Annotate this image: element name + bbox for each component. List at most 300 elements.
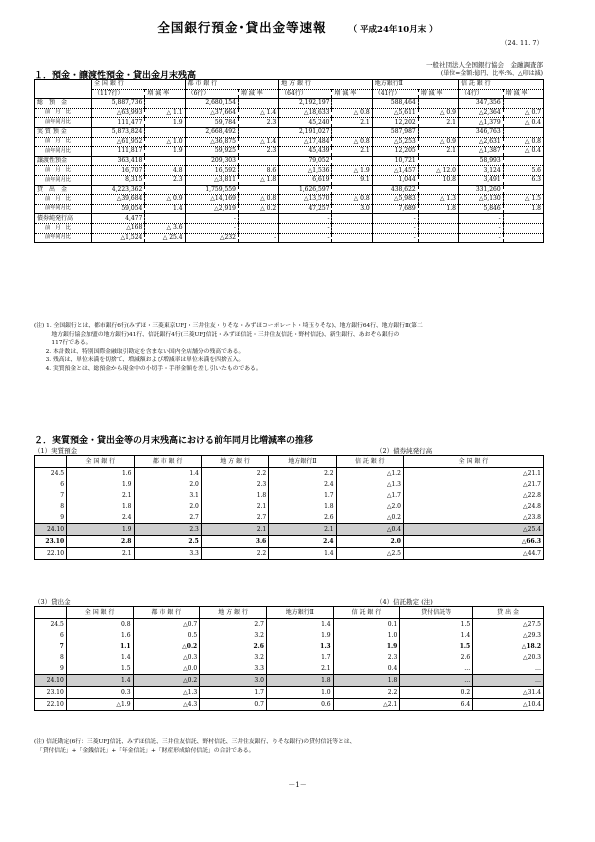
amount-cell: △2,364 [458, 108, 503, 118]
rate-cell [145, 127, 185, 137]
table-row [35, 490, 544, 501]
table-row [35, 223, 544, 233]
value-cell: 2.8 [67, 536, 134, 548]
value-cell: △0.2 [133, 675, 200, 687]
rate-cell: 6.3 [503, 175, 543, 185]
column-header: 地方銀行Ⅱ [269, 456, 336, 468]
value-cell: 2.4 [269, 536, 336, 548]
rate-cell: 2.1 [418, 118, 458, 128]
value-cell: 1.9 [333, 641, 400, 652]
rate-cell: △ 1.5 [503, 195, 543, 205]
section2-footnote [34, 738, 355, 755]
value-cell: 1.4 [134, 468, 201, 480]
table-row [35, 512, 544, 524]
amount-cell: 59,054 [92, 204, 145, 214]
amount-cell: 12,205 [372, 147, 418, 157]
rate-cell [145, 156, 185, 166]
rate-cell [503, 185, 543, 195]
column-header: 地 方 銀 行 [200, 607, 267, 619]
rate-cell: 5.6 [503, 166, 543, 176]
unit-note: (単位=金額:億円、比率:%、△印は減) [440, 70, 543, 77]
value-cell: △2.0 [336, 501, 403, 512]
rate-cell [238, 127, 278, 137]
amount-cell: 1,044 [372, 175, 418, 185]
corner-cell [35, 80, 92, 99]
amount-cell: 209,303 [185, 156, 238, 166]
value-cell: △0.0 [133, 663, 200, 675]
section1-notes [34, 322, 544, 374]
note-line: 地方銀行協会加盟の地方銀行)41行、信託銀行4行(三菱UFJ信託・みずほ信託・三井住友信託・野村信託)、新生銀行、あおぞら銀行の [34, 331, 400, 338]
value-cell: 0.7 [200, 699, 267, 711]
rate-cell: △ 0.8 [238, 195, 278, 205]
amount-cell: 47,257 [279, 204, 332, 214]
rate-cell: 1.8 [418, 204, 458, 214]
rate-cell [145, 185, 185, 195]
table-row [35, 166, 544, 176]
row-label: 前年同月比 [35, 175, 92, 185]
group-header: 全 国 銀 行 [92, 80, 186, 90]
rate-cell: 2.1 [418, 147, 458, 157]
rate-cell: △ 0.9 [145, 195, 185, 205]
row-label: 債券純発行高 [35, 214, 92, 224]
amount-cell: 59,925 [185, 147, 238, 157]
value-cell: 2.1 [67, 490, 134, 501]
value-cell: 1.8 [266, 675, 333, 687]
rate-cell [503, 223, 543, 233]
value-cell: 1.8 [269, 501, 336, 512]
value-cell: 2.0 [336, 536, 403, 548]
rate-cell [503, 156, 543, 166]
amount-cell: 6,619 [279, 175, 332, 185]
amount-cell: 3,124 [458, 166, 503, 176]
table-row [35, 619, 544, 631]
period-cell: 22.10 [35, 699, 67, 711]
value-cell: 1.5 [66, 663, 133, 675]
rate-cell [418, 156, 458, 166]
value-cell: △0.4 [336, 524, 403, 536]
amount-cell: 59,784 [185, 118, 238, 128]
value-cell: △2.5 [336, 548, 403, 560]
value-cell: 2.2 [333, 687, 400, 699]
rate-cell: 8.6 [238, 166, 278, 176]
rate-cell [332, 214, 372, 224]
period-cell: 7 [59, 642, 64, 650]
value-cell: 1.4 [66, 652, 133, 663]
rate-cell [503, 233, 543, 243]
amount-cell: - [185, 223, 238, 233]
period-cell: 8 [59, 653, 64, 661]
corner-cell [35, 456, 67, 468]
amount-cell: △5,253 [372, 137, 418, 147]
rate-cell [418, 99, 458, 109]
rate-header: 増 減 率 [238, 89, 278, 99]
rate-header: 増 減 率 [418, 89, 458, 99]
column-header: 都 市 銀 行 [134, 456, 201, 468]
balance-table [34, 79, 544, 243]
rate-cell: △ 25.4 [145, 233, 185, 243]
rate-cell [145, 214, 185, 224]
rate-cell: 9.1 [332, 175, 372, 185]
row-label: 前年同月比 [35, 118, 92, 128]
amount-cell: △5,130 [458, 195, 503, 205]
period-cell: 24.5 [50, 469, 65, 477]
rate-cell: 2.1 [332, 118, 372, 128]
rate-cell [332, 99, 372, 109]
value-cell: 1.6 [66, 630, 133, 641]
amount-cell: 58,993 [458, 156, 503, 166]
table-row [35, 137, 544, 147]
value-cell: 3.1 [134, 490, 201, 501]
table-row [35, 641, 544, 652]
period-cell: 22.10 [35, 548, 67, 560]
value-cell: 1.0 [333, 630, 400, 641]
value-cell: 1.9 [67, 479, 134, 490]
value-cell: △1.9 [66, 699, 133, 711]
rate-cell: △ 1.9 [332, 166, 372, 176]
rate-cell [503, 99, 543, 109]
amount-cell: - [372, 214, 418, 224]
rate-cell [332, 156, 372, 166]
row-label: 前 月 比 [35, 166, 92, 176]
rate-header: 増 減 率 [145, 89, 185, 99]
rate-cell: 1.8 [503, 204, 543, 214]
rate-cell [238, 185, 278, 195]
value-cell: △10.4 [473, 699, 544, 711]
value-cell: △66.3 [404, 536, 544, 548]
value-cell: 2.1 [201, 524, 268, 536]
amount-cell: 346,763 [458, 127, 503, 137]
table-row [35, 214, 544, 224]
row-label: 前年同月比 [35, 147, 92, 157]
period-cell: 24.5 [50, 620, 64, 628]
amount-cell: △2,631 [458, 137, 503, 147]
trend-table-loans [34, 606, 544, 711]
column-header: 全 国 銀 行 [66, 607, 133, 619]
rate-cell: △ 0.9 [418, 137, 458, 147]
amount-cell: △37,664 [185, 108, 238, 118]
row-label: 前 月 比 [35, 137, 92, 147]
value-cell: △44.7 [404, 548, 544, 560]
table-row [35, 204, 544, 214]
rate-cell: △ 0.4 [503, 147, 543, 157]
table-row [35, 536, 544, 548]
rate-cell: △ 12.0 [418, 166, 458, 176]
subsection-title: （1）実質預金 [34, 447, 78, 455]
table-row [35, 195, 544, 205]
amount-cell: 2,192,197 [279, 99, 332, 109]
amount-cell: 3,491 [458, 175, 503, 185]
value-cell: 2.4 [269, 479, 336, 490]
value-cell: 1.5 [400, 641, 473, 652]
value-cell: 2.0 [134, 501, 201, 512]
count-header: （41行） [372, 89, 418, 99]
note-line: 3. 残高は、単位未満を切捨て、増減額および増減率は単位未満を四捨五入。 [34, 357, 245, 364]
value-cell: … [473, 675, 544, 687]
rate-cell [332, 223, 372, 233]
value-cell: 1.8 [333, 675, 400, 687]
value-cell: 3.6 [201, 536, 268, 548]
title-period: （ 平成24年10月末 ） [348, 25, 438, 35]
column-header: 地 方 銀 行 [201, 456, 268, 468]
amount-cell: 111,817 [92, 147, 145, 157]
section1-title: １．預金・譲渡性預金・貸出金月末残高 [34, 71, 197, 81]
value-cell: 0.6 [266, 699, 333, 711]
rate-cell [418, 223, 458, 233]
amount-cell: 16,592 [185, 166, 238, 176]
value-cell: 2.1 [266, 663, 333, 675]
table-row [35, 699, 544, 711]
column-header: 貸 出 金 [473, 607, 544, 619]
value-cell: 1.4 [400, 630, 473, 641]
amount-cell: 2,191,027 [279, 127, 332, 137]
amount-cell: - [458, 223, 503, 233]
note-line: (注) 1. 全国銀行とは、都市銀行6行(みずほ・三菱東京UFJ・三井住友・りそな・みずほコーポレート・埼玉りそな)、地方銀行64行、地方銀行Ⅱ(第二 [34, 323, 423, 329]
amount-cell: 1,759,559 [185, 185, 238, 195]
rate-cell: 10.8 [418, 175, 458, 185]
amount-cell: 1,626,597 [279, 185, 332, 195]
count-header: （6行） [185, 89, 238, 99]
amount-cell: 363,418 [92, 156, 145, 166]
rate-cell: 2.1 [332, 147, 372, 157]
group-header: 地方銀行Ⅱ [372, 80, 458, 90]
section2-title: ２．実質預金・貸出金等の月末残高における前年同月比増減率の推移 [34, 436, 314, 446]
row-label: 貸 出 金 [35, 185, 92, 195]
table-row [35, 524, 544, 536]
value-cell: 2.6 [269, 512, 336, 524]
amount-cell: 10,721 [372, 156, 418, 166]
amount-cell: 2,668,492 [185, 127, 238, 137]
rate-cell: △ 0.8 [332, 137, 372, 147]
value-cell: △21.7 [404, 479, 544, 490]
table-row [35, 147, 544, 157]
rate-cell [418, 233, 458, 243]
rate-cell: △ 1.1 [145, 108, 185, 118]
amount-cell: 588,464 [372, 99, 418, 109]
table-row [35, 687, 544, 699]
page-number: －1－ [288, 781, 307, 789]
value-cell: 1.4 [269, 548, 336, 560]
subsection-title: （3）貸出金 [34, 598, 71, 606]
value-cell: 1.5 [400, 619, 473, 631]
value-cell: △31.4 [473, 687, 544, 699]
value-cell: 2.1 [201, 501, 268, 512]
amount-cell: △2,919 [185, 204, 238, 214]
amount-cell: △1,387 [458, 147, 503, 157]
rate-cell [238, 156, 278, 166]
period-cell: 23.10 [35, 536, 67, 548]
value-cell: △0.7 [133, 619, 200, 631]
column-header: 都 市 銀 行 [133, 607, 200, 619]
row-label: 前 月 比 [35, 108, 92, 118]
value-cell: 0.5 [133, 630, 200, 641]
rate-cell [418, 127, 458, 137]
value-cell: 1.4 [66, 675, 133, 687]
value-cell: 2.4 [67, 512, 134, 524]
amount-cell: 587,987 [372, 127, 418, 137]
rate-cell: △ 1.0 [145, 137, 185, 147]
amount-cell: - [279, 223, 332, 233]
table-row [35, 185, 544, 195]
value-cell: △18.2 [473, 641, 544, 652]
rate-cell [332, 127, 372, 137]
amount-cell: 2,680,154 [185, 99, 238, 109]
table-row [35, 548, 544, 560]
value-cell: △24.8 [404, 501, 544, 512]
value-cell: 0.8 [66, 619, 133, 631]
value-cell: 3.0 [200, 675, 267, 687]
rate-cell: 1.9 [145, 118, 185, 128]
value-cell: △0.3 [133, 652, 200, 663]
table-row [35, 127, 544, 137]
rate-cell: 1.4 [145, 204, 185, 214]
amount-cell: 5,846 [458, 204, 503, 214]
amount-cell: 5,873,824 [92, 127, 145, 137]
value-cell: 1.9 [266, 630, 333, 641]
period-cell: 9 [60, 513, 65, 521]
value-cell: 1.7 [200, 687, 267, 699]
page-title [0, 18, 595, 36]
amount-cell: 111,477 [92, 118, 145, 128]
value-cell: … [400, 675, 473, 687]
value-cell: △21.1 [404, 468, 544, 480]
value-cell: 2.7 [201, 512, 268, 524]
row-label: 前 月 比 [35, 195, 92, 205]
corner-cell [35, 607, 67, 619]
amount-cell: 8,315 [92, 175, 145, 185]
amount-cell: 7,689 [372, 204, 418, 214]
period-cell: 7 [60, 491, 65, 499]
amount-cell: - [279, 233, 332, 243]
value-cell: 1.6 [67, 468, 134, 480]
value-cell: △20.3 [473, 652, 544, 663]
period-cell: 6 [59, 631, 64, 639]
count-header: （117行） [92, 89, 145, 99]
value-cell: 2.1 [67, 548, 134, 560]
rate-cell: 2.3 [238, 147, 278, 157]
value-cell: 3.3 [134, 548, 201, 560]
value-cell: 1.8 [67, 501, 134, 512]
rate-cell: 1.9 [145, 147, 185, 157]
value-cell: 1.9 [67, 524, 134, 536]
rate-cell [418, 214, 458, 224]
rate-cell: △ 1.8 [238, 175, 278, 185]
amount-cell: △63,993 [92, 108, 145, 118]
value-cell: 1.7 [266, 652, 333, 663]
value-cell: … [400, 663, 473, 675]
table-row [35, 663, 544, 675]
rate-header: 増 減 率 [332, 89, 372, 99]
row-label: 前 月 比 [35, 223, 92, 233]
rate-cell [238, 223, 278, 233]
amount-cell: △61,952 [92, 137, 145, 147]
amount-cell: 4,223,362 [92, 185, 145, 195]
value-cell: 2.7 [200, 619, 267, 631]
amount-cell: 347,356 [458, 99, 503, 109]
value-cell: 3.3 [200, 663, 267, 675]
value-cell: 2.7 [134, 512, 201, 524]
value-cell: 2.3 [333, 652, 400, 663]
value-cell: 0.4 [333, 663, 400, 675]
row-label: 総 預 金 [35, 99, 92, 109]
table-row [35, 468, 544, 480]
amount-cell: △232 [185, 233, 238, 243]
column-header: 貸付信託等 [400, 607, 473, 619]
column-header: 全 国 銀 行 [67, 456, 134, 468]
value-cell: 1.3 [266, 641, 333, 652]
rate-header: 増 減 率 [503, 89, 543, 99]
note-line: 4. 実質預金とは、総預金から現金中の小切手・手形金額を差し引いたものである。 [34, 365, 262, 372]
value-cell: 1.7 [269, 490, 336, 501]
value-cell: 0.1 [333, 619, 400, 631]
value-cell: … [473, 663, 544, 675]
value-cell: △29.3 [473, 630, 544, 641]
amount-cell: 16,707 [92, 166, 145, 176]
rate-cell: △ 0.8 [332, 195, 372, 205]
footnote-line: 「貸付信託」+「金銭信託」+「年金信託」+「財産形成給付信託」の合計である。 [34, 747, 255, 754]
row-label: 前年同月比 [35, 204, 92, 214]
rate-cell: - [238, 233, 278, 243]
amount-cell: - [279, 214, 332, 224]
value-cell: 0.2 [400, 687, 473, 699]
value-cell: 1.4 [266, 619, 333, 631]
period-cell: 23.10 [35, 687, 67, 699]
value-cell: 3.2 [200, 630, 267, 641]
value-cell: 2.6 [200, 641, 267, 652]
amount-cell: △5,611 [372, 108, 418, 118]
value-cell: 0.3 [66, 687, 133, 699]
group-header: 信 託 銀 行 [458, 80, 543, 90]
column-header: 信 託 銀 行 [336, 456, 403, 468]
value-cell: 2.2 [201, 468, 268, 480]
table-row [35, 675, 544, 687]
amount-cell: - [458, 214, 503, 224]
column-header: 全 国 銀 行 [404, 456, 544, 468]
count-header: （4行） [458, 89, 503, 99]
amount-cell: △1,457 [372, 166, 418, 176]
value-cell: △1.3 [133, 687, 200, 699]
value-cell: 2.0 [134, 479, 201, 490]
amount-cell: △168 [92, 223, 145, 233]
amount-cell: △17,484 [279, 137, 332, 147]
amount-cell: 331,260 [458, 185, 503, 195]
amount-cell: - [372, 223, 418, 233]
header-row [35, 607, 544, 619]
subsection-title: （2）債券純発行高 [376, 447, 433, 455]
table-row [35, 108, 544, 118]
rate-cell: 4.8 [145, 166, 185, 176]
column-header: 信 託 銀 行 [333, 607, 400, 619]
value-cell: 2.1 [269, 524, 336, 536]
period-cell: 24.10 [35, 675, 67, 687]
table-row [35, 630, 544, 641]
amount-cell: △39,684 [92, 195, 145, 205]
value-cell: 2.5 [134, 536, 201, 548]
rate-cell: △ 1.4 [238, 137, 278, 147]
table-row [35, 233, 544, 243]
footnote-line: (注) 信託勘定(6行：三菱UFJ信託、みずほ信託、三井住友信託、野村信託、三井住友銀行、りそな銀行)の貸付信託等とは、 [34, 739, 356, 745]
rate-cell: △ 0.8 [332, 108, 372, 118]
title-text: 全国銀行預金･貸出金等速報 [157, 20, 327, 35]
rate-cell: △ 0.2 [238, 204, 278, 214]
table-row [35, 479, 544, 490]
amount-cell: △1,536 [279, 166, 332, 176]
amount-cell: 79,052 [279, 156, 332, 166]
value-cell: △1.3 [336, 479, 403, 490]
rate-cell: △ 0.8 [503, 137, 543, 147]
rate-cell [503, 214, 543, 224]
rate-cell: △ 3.6 [145, 223, 185, 233]
rate-cell: △ 0.4 [503, 118, 543, 128]
